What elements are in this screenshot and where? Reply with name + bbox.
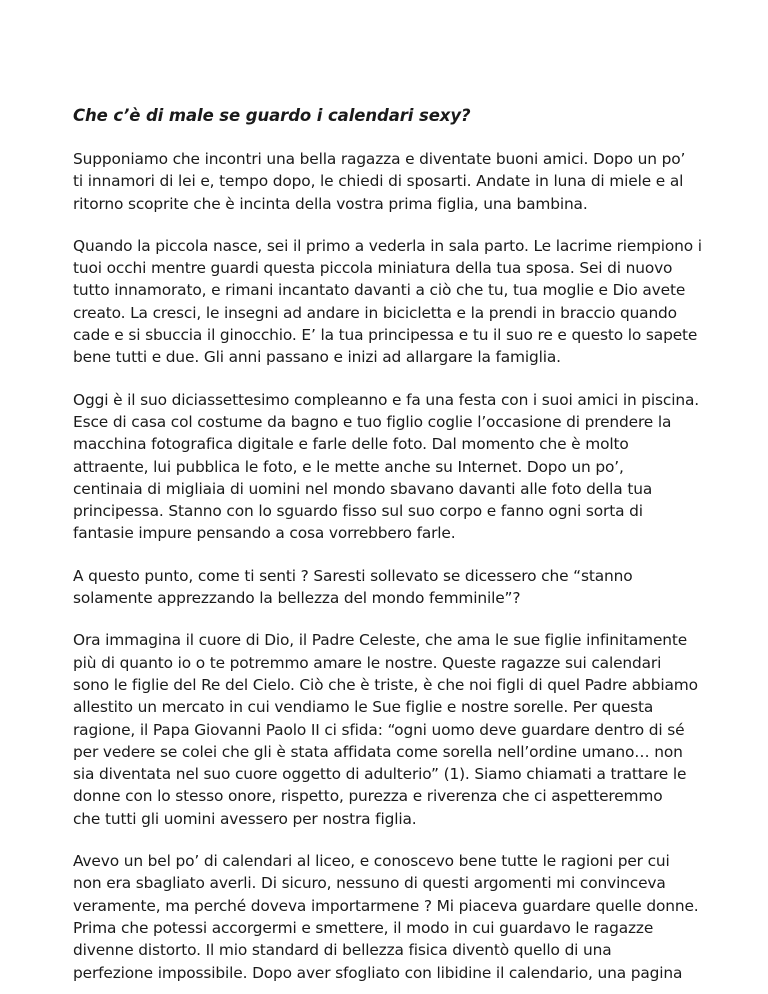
paragraph-line: bene tutti e due. Gli anni passano e inizi ad allargare la famiglia. xyxy=(73,348,561,367)
paragraph-line: non era sbagliato averli. Di sicuro, nessuno di questi argomenti mi convinceva xyxy=(73,874,666,893)
paragraph-line: Supponiamo che incontri una bella ragazza e diventate buoni amici. Dopo un po’ xyxy=(73,150,686,168)
paragraph-line: ragione, il Papa Giovanni Paolo II ci sfida: “ogni uomo deve guardare dentro di sé xyxy=(73,720,685,739)
paragraph-line: divenne distorto. Il mio standard di bellezza fisica diventò quello di una xyxy=(73,941,612,960)
paragraph-line: macchina fotografica digitale e farle delle foto. Dal momento che è molto xyxy=(73,435,629,454)
paragraph-line: allestito un mercato in cui vendiamo le Sue figlie e nostre sorelle. Per questa xyxy=(73,698,654,717)
body-paragraph xyxy=(73,148,700,215)
paragraph-line: per vedere se colei che gli è stata affidata come sorella nell’ordine umano… non xyxy=(73,742,683,761)
paragraph-line: tuoi occhi mentre guardi questa piccola miniatura della tua sposa. Sei di nuovo xyxy=(73,259,673,278)
paragraph-line: sono le figlie del Re del Cielo. Ciò che è triste, è che noi figli di quel Padre abbiamo xyxy=(73,675,698,694)
body-paragraph xyxy=(73,389,700,545)
paragraph-line: Avevo un bel po’ di calendari al liceo, e conoscevo bene tutte le ragioni per cui xyxy=(73,852,670,871)
paragraph-line: centinaia di migliaia di uomini nel mondo sbavano davanti alle foto della tua xyxy=(73,479,653,498)
paragraph-line: attraente, lui pubblica le foto, e le mette anche su Internet. Dopo un po’, xyxy=(73,457,624,476)
paragraph-line: Esce di casa col costume da bagno e tuo figlio coglie l’occasione di prendere la xyxy=(73,412,672,431)
body-paragraph xyxy=(73,629,700,830)
paragraph-line: ti innamori di lei e, tempo dopo, le chiedi di sposarti. Andate in luna di miele e al xyxy=(73,172,684,191)
paragraph-line: Prima che potessi accorgermi e smettere, il modo in cui guardavo le ragazze xyxy=(73,918,654,937)
paragraph-line: Ora immagina il cuore di Dio, il Padre Celeste, che ama le sue figlie infinitamente xyxy=(73,631,688,650)
paragraph-line: fantasie impure pensando a cosa vorrebbero farle. xyxy=(73,524,456,543)
paragraph-line: perfezione impossibile. Dopo aver sfogliato con libidine il calendario, una pagina xyxy=(73,963,683,982)
paragraph-line: più di quanto io o te potremmo amare le nostre. Queste ragazze sui calendari xyxy=(73,653,662,672)
paragraph-line: A questo punto, come ti senti ? Saresti sollevato se dicessero che “stanno xyxy=(73,566,633,585)
body-paragraph xyxy=(73,565,700,610)
body-paragraph xyxy=(73,850,700,984)
paragraph-line: Quando la piccola nasce, sei il primo a vederla in sala parto. Le lacrime riempiono i xyxy=(73,236,702,255)
paragraph-line: solamente apprezzando la bellezza del mondo femminile”? xyxy=(73,589,521,608)
paragraph-line: ritorno scoprite che è incinta della vostra prima figlia, una bambina. xyxy=(73,194,588,213)
paragraph-line: Oggi è il suo diciassettesimo compleanno e fa una festa con i suoi amici in piscina. xyxy=(73,390,699,409)
document-title: Che c’è di male se guardo i calendari sexy? xyxy=(73,106,471,125)
paragraph-line: cade e si sbuccia il ginocchio. E’ la tua principessa e tu il suo re e questo lo sapete xyxy=(73,326,698,345)
paragraph-line: tutto innamorato, e rimani incantato davanti a ciò che tu, tua moglie e Dio avete xyxy=(73,281,686,300)
paragraph-line: creato. La cresci, le insegni ad andare in bicicletta e la prendi in braccio quando xyxy=(73,303,677,322)
body-paragraph xyxy=(73,235,700,369)
paragraph-line: sia diventata nel suo cuore oggetto di adulterio” (1). Siamo chiamati a trattare le xyxy=(73,765,687,784)
paragraph-line: principessa. Stanno con lo sguardo fisso sul suo corpo e fanno ogni sorta di xyxy=(73,502,643,521)
paragraph-line: che tutti gli uomini avessero per nostra figlia. xyxy=(73,809,417,828)
paragraph-line: donne con lo stesso onore, rispetto, purezza e riverenza che ci aspetteremmo xyxy=(73,787,663,806)
paragraph-line: veramente, ma perché doveva importarmene ? Mi piaceva guardare quelle donne. xyxy=(73,896,699,915)
document-body xyxy=(73,148,700,984)
